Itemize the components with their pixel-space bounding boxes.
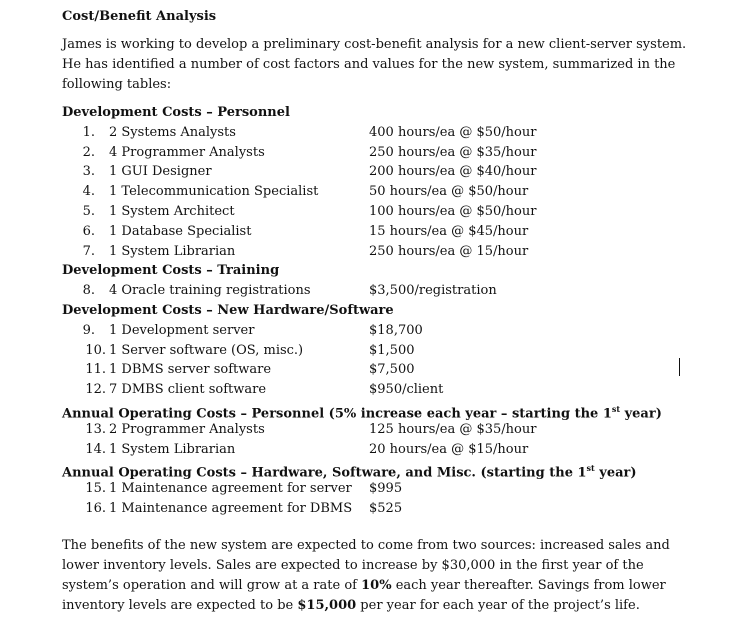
item-description: 1 Maintenance agreement for DBMS [109,500,353,516]
item-value: $995 [369,481,403,497]
heading-superscript: st [611,403,621,414]
item-description: 2 Systems Analysts [109,124,236,140]
section-heading-annual-personnel [62,400,702,420]
item-description: 1 DBMS server software [109,362,272,378]
item-description: 1 System Architect [109,203,235,219]
item-description: 4 Oracle training registrations [109,283,311,299]
benefits-text-3: per year for each year of the project’s life. [356,597,640,613]
section-heading-annual-hardware-software [62,459,702,479]
document-title: Cost/Benefit Analysis [62,9,217,24]
item-number: 6. [82,223,95,239]
intro-paragraph: James is working to develop a preliminary cost-benefit analysis for a new client-server system. He has identified a number of cost factors and values for the new system, summarized in the following tables: [62,37,687,92]
item-description: 1 Maintenance agreement for server [109,481,352,497]
item-value: 50 hours/ea @ $50/hour [369,184,529,200]
item-value: $3,500/registration [369,283,497,299]
item-number: 10. [85,342,106,358]
item-value: $18,700 [369,322,423,338]
item-value: 125 hours/ea @ $35/hour [369,421,537,437]
section-heading-dev-training: Development Costs – Training [62,263,280,279]
benefits-paragraph [62,536,702,616]
item-description: 7 DMBS client software [109,382,267,398]
text-cursor [679,358,680,376]
item-number: 7. [82,243,95,259]
item-number: 5. [82,203,95,219]
item-description: 1 GUI Designer [109,164,212,180]
item-value: 200 hours/ea @ $40/hour [369,164,537,180]
item-number: 1. [82,124,95,140]
cost-item [62,499,702,519]
item-number: 14. [85,441,106,457]
inventory-savings: $15,000 [297,597,357,613]
item-value: 250 hours/ea @ $35/hour [369,144,537,160]
growth-rate: 10% [361,577,392,593]
cost-item [62,162,702,182]
cost-sections [62,103,702,519]
cost-item [62,420,702,440]
cost-item [62,479,702,499]
cost-item [62,281,702,301]
cost-item [62,123,702,143]
cost-item [62,440,702,460]
item-number: 2. [82,144,95,160]
heading-text: Annual Operating Costs – Hardware, Software, and Misc. (starting the 1 [62,465,587,481]
item-description: 2 Programmer Analysts [109,421,265,437]
item-description: 1 System Librarian [109,243,236,259]
item-value: $7,500 [369,362,415,378]
item-description: 1 Server software (OS, misc.) [109,342,304,358]
benefits-text-1: The benefits of the new system are expected to come from two sources: increased sales and lower inventory levels. Sales are expected to increase by $30,000 in the first year of the system’s operation and will grow at a rate of [62,537,670,593]
cost-item [62,360,702,380]
item-value: 100 hours/ea @ $50/hour [369,203,537,219]
item-number: 11. [85,362,106,378]
heading-superscript: st [586,463,595,474]
item-number: 3. [82,164,95,180]
item-value: 20 hours/ea @ $15/hour [369,441,529,457]
item-number: 15. [85,481,106,497]
item-number: 13. [85,421,106,437]
item-description: 1 Database Specialist [109,223,252,239]
item-number: 16. [85,500,106,516]
item-number: 12. [85,382,106,398]
item-value: 250 hours/ea @ 15/hour [369,243,529,259]
cost-item [62,202,702,222]
cost-item [62,222,702,242]
item-description: 1 System Librarian [109,441,236,457]
section-heading-dev-personnel: Development Costs – Personnel [62,105,290,120]
item-value: $525 [369,500,403,516]
heading-text-end: year) [620,406,662,422]
item-value: $950/client [369,382,444,398]
section-heading-dev-hardware-software: Development Costs – New Hardware/Software [62,302,394,318]
cost-item [62,321,702,341]
heading-text: Annual Operating Costs – Personnel (5% increase each year – starting the 1 [62,406,612,422]
item-value: 400 hours/ea @ $50/hour [369,124,537,140]
cost-item [62,380,702,400]
item-value: $1,500 [369,342,415,358]
item-description: 1 Telecommunication Specialist [109,184,319,200]
item-description: 1 Development server [109,322,255,338]
benefits-text-2: each year thereafter. Savings from lower inventory levels are expected to be [62,577,666,613]
cost-item [62,143,702,163]
cost-item [62,242,702,262]
item-number: 8. [82,283,95,299]
item-number: 4. [82,184,95,200]
heading-text-end: year) [594,465,637,481]
item-description: 4 Programmer Analysts [109,144,265,160]
document-page [62,7,702,616]
cost-item [62,182,702,202]
cost-item [62,341,702,361]
item-value: 15 hours/ea @ $45/hour [369,223,529,239]
item-number: 9. [82,322,95,338]
